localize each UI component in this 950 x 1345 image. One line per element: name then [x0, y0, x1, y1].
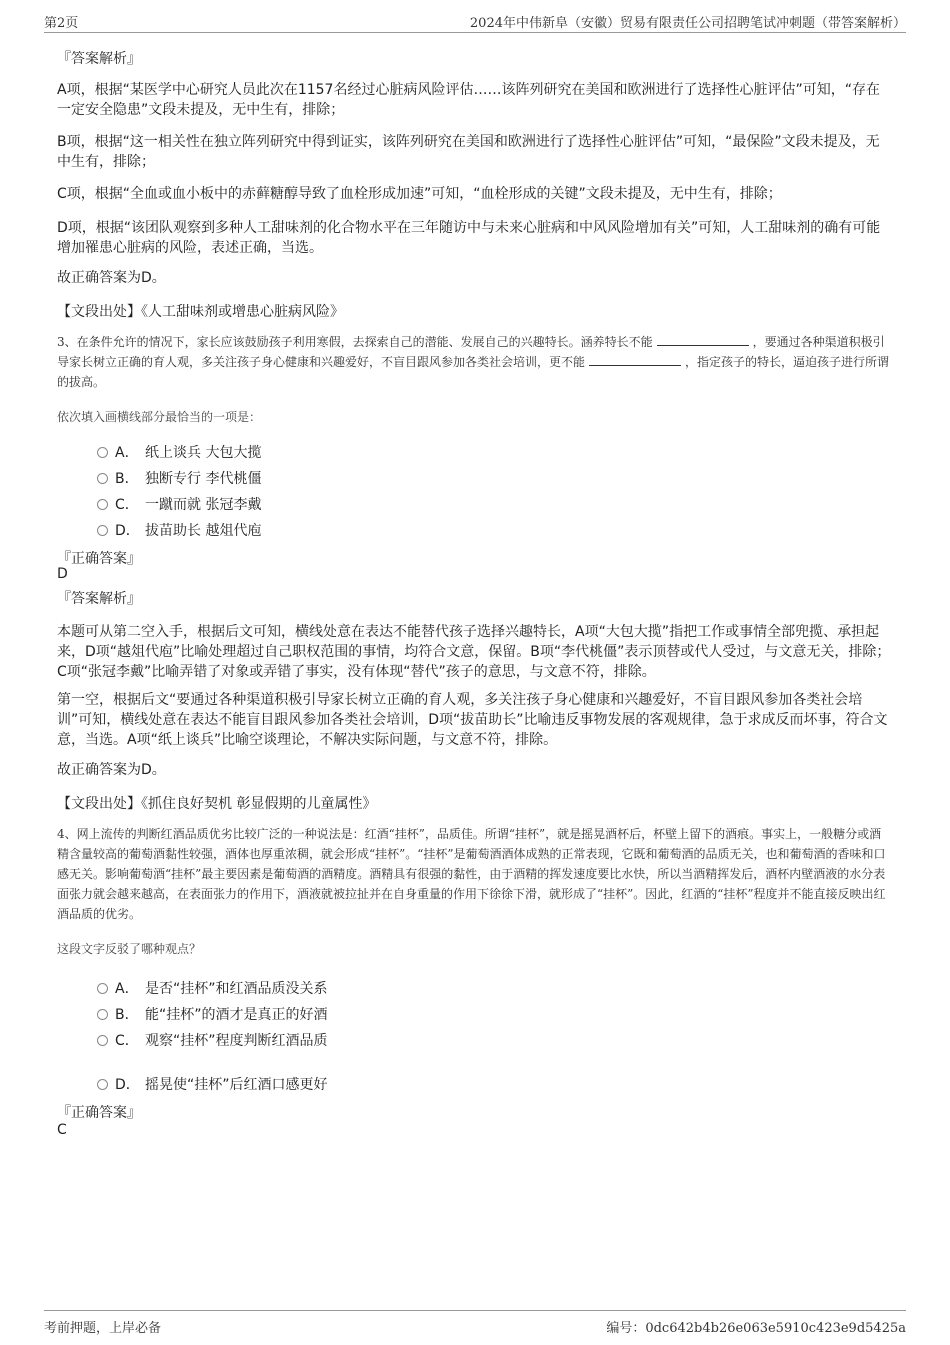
- q2-conclusion: 故正确答案为D。: [57, 270, 166, 286]
- radio-button-icon[interactable]: [97, 525, 108, 536]
- q3-question-text: 3、在条件允许的情况下，家长应该鼓励孩子利用寒假，去探索自己的潜能、发展自己的兴趣特长。涵养特长不能 ，要通过各种渠道积极引导家长树立正确的育人观，多关注孩子身心健康和兴趣爱好，不盲目跟风参加各类社会培训，更不能 ，指定孩子的特长，逼迫孩子进行所谓的拔高。: [57, 335, 890, 389]
- q2-analysis-label: 『答案解析』: [57, 51, 141, 67]
- q2-analysis-b: B项，根据“这一相关性在独立阵列研究中得到证实，该阵列研究在美国和欧洲进行了选择性心脏评估”可知，“最保险”文段未提及，无中生有，排除；: [57, 134, 880, 170]
- document-title: 2024年中伟新阜（安徽）贸易有限责任公司招聘笔试冲刺题（带答案解析）: [469, 16, 906, 31]
- radio-button-icon[interactable]: [97, 1009, 108, 1020]
- radio-button-icon[interactable]: [97, 447, 108, 458]
- page-footer: [44, 1310, 906, 1339]
- q3-source: 【文段出处】《抓住良好契机 彰显假期的儿童属性》: [57, 796, 377, 812]
- q3-blank-2: [589, 353, 681, 366]
- radio-button-icon[interactable]: [97, 1035, 108, 1046]
- q4-question-text: 4、网上流传的判断红酒品质优劣比较广泛的一种说法是：红酒“挂杯”，品质佳。所谓“挂杯”，就是摇晃酒杯后，杯壁上留下的酒痕。事实上，一般糖分或酒精含量较高的葡萄酒黏性较强，酒体也厚重浓稠，就会形成“挂杯”。“挂杯”是葡萄酒酒体成熟的正常表现，它既和葡萄酒的品质无关，也和葡萄酒的香味和口感无关。影响葡萄酒“挂杯”最主要因素是葡萄酒的酒精度。酒精具有很强的黏性，由于酒精的挥发速度要比水快，所以当酒精挥发后，酒杯内壁酒液的水分表面张力就会越来越高，在表面张力的作用下，酒液就被拉扯并在自身重量的作用下徐徐下滑，就形成了“挂杯”。因此，红酒的“挂杯”程度并不能直接反映出红酒品质的优劣。: [57, 827, 886, 921]
- q2-analysis-a: A项，根据“某医学中心研究人员此次在1157名经过心脏病风险评估……该阵列研究在美国和欧洲进行了选择性心脏评估”可知，“存在一定安全隐患”文段未提及，无中生有，排除；: [57, 82, 880, 118]
- q4-prompt: 这段文字反驳了哪种观点？: [57, 942, 202, 956]
- footer-slogan: 考前押题，上岸必备: [44, 1321, 162, 1336]
- q3-prompt: 依次填入画横线部分最恰当的一项是：: [57, 410, 262, 424]
- q3-answer: D: [57, 566, 68, 582]
- radio-button-icon[interactable]: [97, 1079, 108, 1090]
- document-code: 编号：0dc642b4b26e063e5910c423e9d5425a: [606, 1321, 906, 1336]
- q3-analysis-2: 第一空，根据后文“要通过各种渠道积极引导家长树立正确的育人观，多关注孩子身心健康和兴趣爱好，不盲目跟风参加各类社会培训”可知，横线处意在表达不能盲目跟风参加各类社会培训，D项“拔苗助长”比喻违反事物发展的客观规律，急于求成反而坏事，符合文意，当选。A项“纸上谈兵”比喻空谈理论，不解决实际问题，与文意不符，排除。: [57, 692, 888, 748]
- page-header: [44, 8, 906, 33]
- q3-blank-1: [657, 333, 749, 346]
- q3-analysis-1: 本题可从第二空入手，根据后文可知，横线处意在表达不能替代孩子选择兴趣特长，A项“大包大揽”指把工作或事情全部兜揽、承担起来，D项“越俎代庖”比喻处理超过自己职权范围的事情，均符合文意，保留。B项“李代桃僵”表示顶替或代人受过，与文意无关，排除；C项“张冠李戴”比喻弄错了对象或弄错了事实，没有体现“替代”孩子的意思，与文意不符，排除。: [57, 624, 891, 680]
- radio-button-icon[interactable]: [97, 499, 108, 510]
- q2-source: 【文段出处】《人工甜味剂或增患心脏病风险》: [57, 304, 344, 320]
- page-number: 第2页: [44, 16, 79, 31]
- radio-button-icon[interactable]: [97, 983, 108, 994]
- q4-answer-label: 『正确答案』: [57, 1105, 141, 1121]
- q2-analysis-d: D项，根据“该团队观察到多种人工甜味剂的化合物水平在三年随访中与未来心脏病和中风风险增加有关”可知，人工甜味剂的确有可能增加罹患心脏病的风险，表述正确，当选。: [57, 220, 881, 256]
- q4-answer: C: [57, 1122, 67, 1138]
- q3-conclusion: 故正确答案为D。: [57, 762, 166, 778]
- q3-answer-label: 『正确答案』: [57, 551, 141, 567]
- q2-analysis-c: C项，根据“全血或血小板中的赤藓糖醇导致了血栓形成加速”可知，“血栓形成的关键”文段未提及，无中生有，排除；: [57, 186, 782, 202]
- radio-button-icon[interactable]: [97, 473, 108, 484]
- q3-analysis-label: 『答案解析』: [57, 591, 141, 607]
